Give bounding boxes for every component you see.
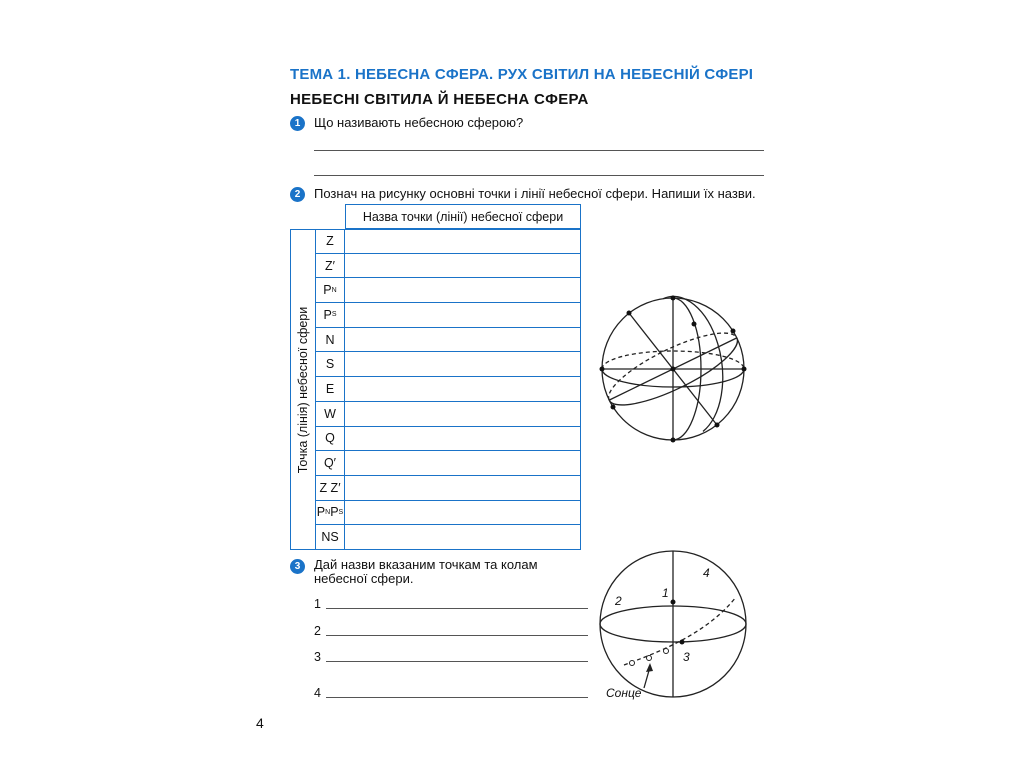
row-answer-cell[interactable] <box>345 229 581 254</box>
table-row <box>316 377 581 402</box>
table-side-header <box>290 229 316 550</box>
table-row <box>316 402 581 427</box>
row-symbol: Z′ <box>316 254 345 279</box>
row-symbol: Z Z′ <box>316 476 345 501</box>
question-1-number: 1 <box>290 116 305 131</box>
section-title: НЕБЕСНІ СВІТИЛА Й НЕБЕСНА СФЕРА <box>290 91 589 108</box>
table-side-label: Точка (лінія) небесної сфери <box>296 306 310 473</box>
q3-line-number: 2 <box>314 624 321 638</box>
row-symbol: W <box>316 402 345 427</box>
table-row <box>316 229 581 254</box>
table-row <box>316 278 581 303</box>
table-header: Назва точки (лінії) небесної сфери <box>345 204 581 229</box>
row-answer-cell[interactable] <box>345 254 581 279</box>
question-3-text-line2: небесної сфери. <box>314 571 414 586</box>
table-row <box>316 328 581 353</box>
table-row <box>316 303 581 328</box>
question-1-text: Що називають небесною сферою? <box>314 115 524 130</box>
label-point-4: 4 <box>703 566 710 580</box>
label-point-1: 1 <box>662 586 669 600</box>
table-row <box>316 451 581 476</box>
table-row <box>316 427 581 452</box>
page-number: 4 <box>256 715 264 731</box>
q3-line-number: 4 <box>314 686 321 700</box>
q3-line-number: 1 <box>314 597 321 611</box>
row-symbol: P S <box>316 303 345 328</box>
question-2-number: 2 <box>290 187 305 202</box>
answer-line-1[interactable] <box>314 150 764 151</box>
q3-answer-line-1[interactable] <box>326 608 588 609</box>
question-3-text-line1: Дай назви вказаним точкам та колам <box>314 557 538 572</box>
row-answer-cell[interactable] <box>345 402 581 427</box>
row-answer-cell[interactable] <box>345 352 581 377</box>
label-sun: Сонце <box>606 686 642 700</box>
q3-answer-line-2[interactable] <box>326 635 588 636</box>
row-symbol: E <box>316 377 345 402</box>
sun-path-figure <box>596 545 756 705</box>
label-point-2: 2 <box>615 594 622 608</box>
row-answer-cell[interactable] <box>345 278 581 303</box>
table-row <box>316 501 581 526</box>
row-answer-cell[interactable] <box>345 377 581 402</box>
table-row <box>316 476 581 501</box>
table-row <box>316 254 581 279</box>
question-3-number: 3 <box>290 559 305 574</box>
question-2-text: Познач на рисунку основні точки і лінії небесної сфери. Напиши їх назви. <box>314 186 756 201</box>
answer-line-2[interactable] <box>314 175 764 176</box>
row-answer-cell[interactable] <box>345 303 581 328</box>
row-symbol: S <box>316 352 345 377</box>
row-symbol: N <box>316 328 345 353</box>
topic-title: ТЕМА 1. НЕБЕСНА СФЕРА. РУХ СВІТИЛ НА НЕБЕСНІЙ СФЕРІ <box>290 66 754 83</box>
row-symbol: Q′ <box>316 451 345 476</box>
celestial-sphere-figure <box>596 292 752 448</box>
q3-line-number: 3 <box>314 650 321 664</box>
table-row <box>316 352 581 377</box>
row-symbol: Q <box>316 427 345 452</box>
row-symbol: P N <box>316 278 345 303</box>
row-answer-cell[interactable] <box>345 427 581 452</box>
row-answer-cell[interactable] <box>345 525 581 550</box>
row-answer-cell[interactable] <box>345 501 581 526</box>
row-symbol: NS <box>316 525 345 550</box>
q3-answer-line-4[interactable] <box>326 697 588 698</box>
row-symbol: Z <box>316 229 345 254</box>
row-symbol: P N P S <box>316 501 345 526</box>
label-point-3: 3 <box>683 650 690 664</box>
row-answer-cell[interactable] <box>345 328 581 353</box>
points-table <box>316 229 581 550</box>
row-answer-cell[interactable] <box>345 451 581 476</box>
table-row <box>316 525 581 550</box>
row-answer-cell[interactable] <box>345 476 581 501</box>
q3-answer-line-3[interactable] <box>326 661 588 662</box>
